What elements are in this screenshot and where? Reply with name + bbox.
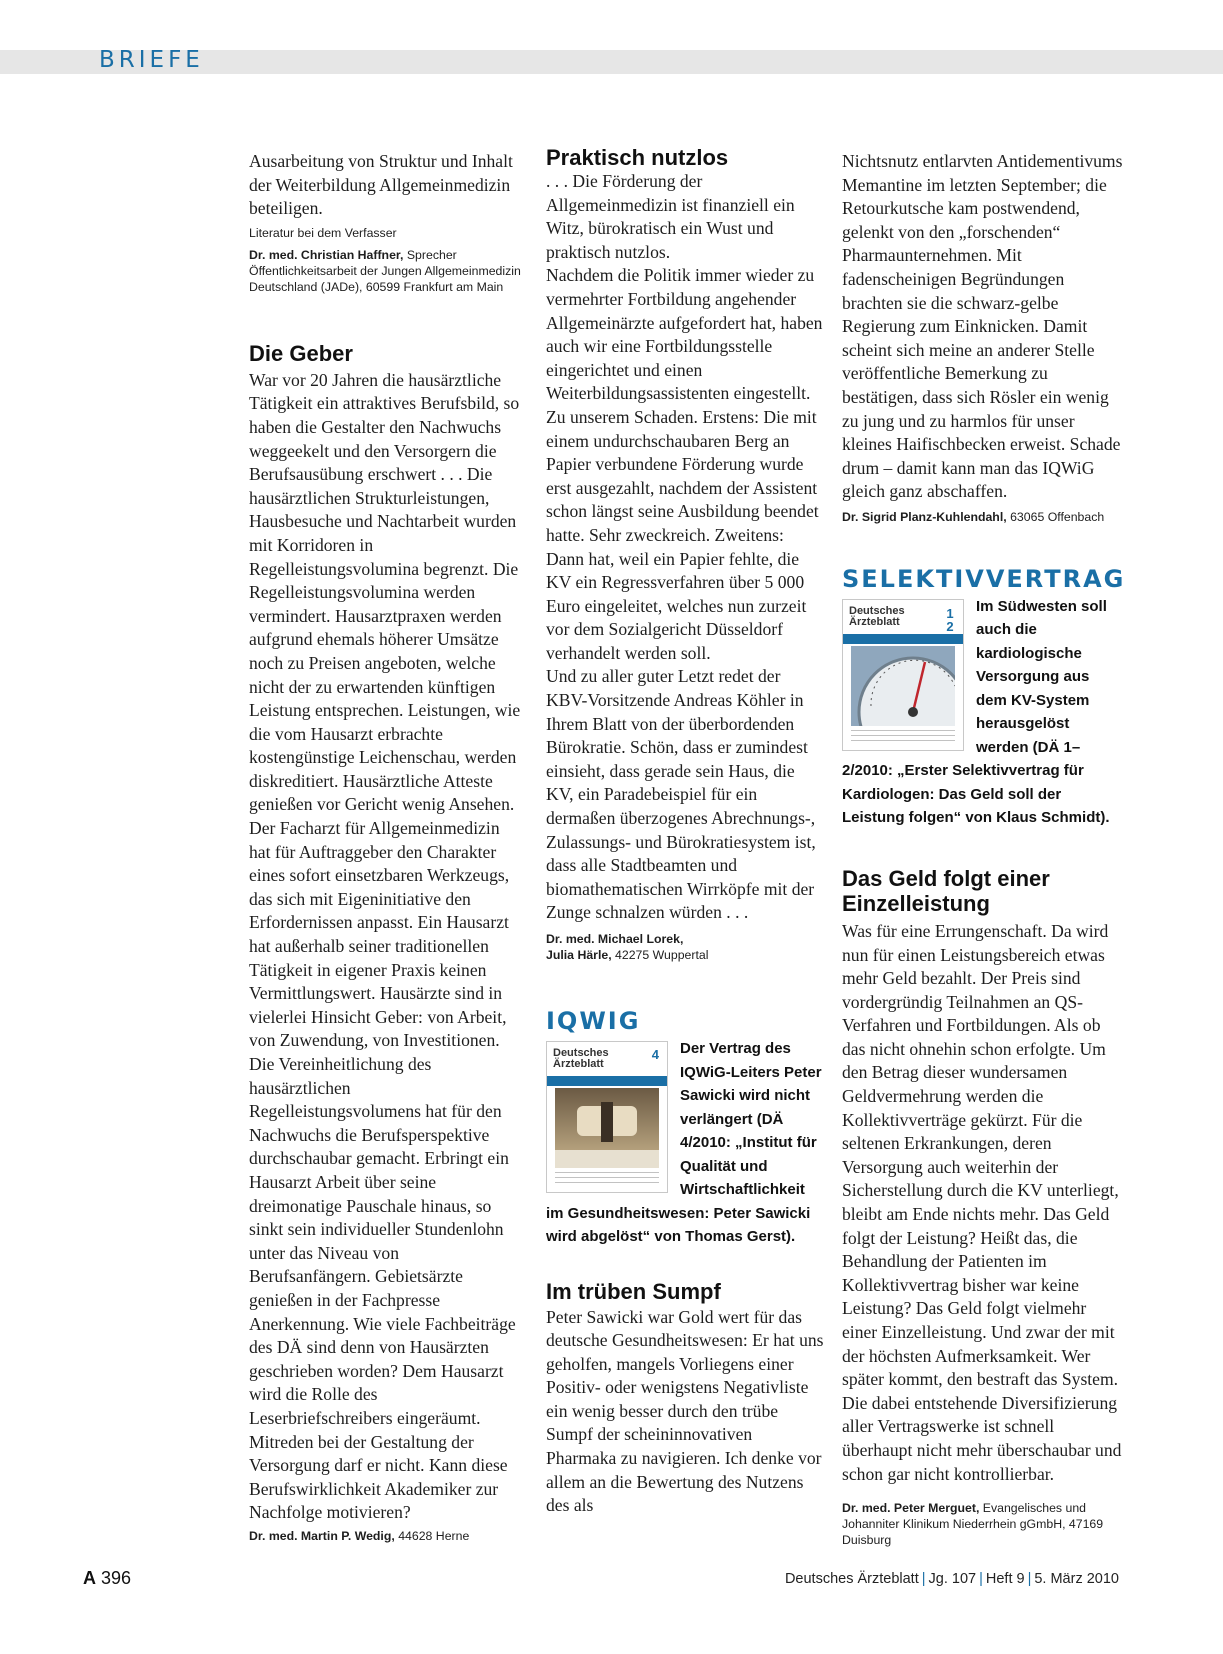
magazine-cover-thumbnail (546, 1041, 668, 1193)
intro-text: Ausarbeitung von Struktur und Inhalt der Weiterbildung Allgemeinmedizin beteiligen. (249, 151, 513, 219)
cover-gauge-photo (851, 646, 955, 726)
cover-masthead: Deutsches Ärzteblatt (849, 604, 905, 628)
reference-block (842, 595, 1124, 830)
volume: Jg. 107 (928, 1571, 977, 1587)
section-kicker: IQWIG (546, 1007, 641, 1035)
article-paragraph: Zu unserem Schaden. Erstens: Die mit einem undurchschaubaren Berg an Papier verbundene Förderung wurde erst ausgezahlt, nachdem der Assistent schon längst seine Ausbildung beendet hatte. Sehr zweckreich. Zweitens: Dann hat, weil ein Papier fehlte, die KV ein Regressverfahren über 5 000 Euro eingeleitet, welches nun zurzeit vor dem Sozialgericht Düsseldorf verhandelt werden soll. (546, 406, 819, 663)
article-heading: Das Geld folgt einer Einzelleistung (842, 865, 1050, 916)
literatur-note: Literatur bei dem Verfasser (249, 225, 397, 240)
section-label: BRIEFE (99, 47, 204, 73)
journal-footer: Deutsches Ärzteblatt | Jg. 107 | Heft 9 | 5. März 2010 (784, 1571, 1119, 1587)
magazine-cover-thumbnail (842, 599, 964, 751)
article-heading: Praktisch nutzlos (546, 145, 729, 170)
reference-text: Der Vertrag des IQWiG-Leiters Peter Sawicki wird nicht verlängert (DÄ 4/2010: „Institut für Qualität und Wirtschaftlichkeit im Gesundheitswesen: Peter Sawicki wird abgelöst“ von Thomas Gerst). (546, 1040, 822, 1245)
article-paragraph: Nichtsnutz entlarvten Antidementivums Memantine im letzten September; die Retourkutsche kam postwendend, gelenkt von den „forschenden“ Pharmaunternehmen. Mit fadenscheinigen Begründungen brachten sie die schwarz-gelbe Regierung zum Einknicken. Damit scheint sich meine an anderer Stelle veröffentliche Bemerkung zu bestätigen, dass sich Rösler ein wenig zu jung und zu harmlos für unser kleines Haifischbecken erweist. Schade drum – damit kann man das IQWiG gleich ganz abschaffen. (842, 151, 1123, 502)
cover-masthead: Deutsches Ärzteblatt (553, 1047, 609, 1070)
article-body: Was für eine Errungenschaft. Da wird nun für einen Leistungsbereich etwas mehr Geld bezahlt. Der Preis sind vordergründig Teilnahmen an QS-Verfahren und Fortbildungen. Als ob das nicht ohnehin schon erfolgte. Um den Betrag dieser wundersamen Geldvermehrung werden die Kollektivverträge gekürzt. Für die seltenen Erkrankungen, deren Versorgung auch weiterhin der Sicherstellung durch die KV unterliegt, bleibt am Ende nichts mehr. Das Geld folgt der Leistung? Heißt das, die Behandlung der Patienten im Kollektivvertrag bisher war keine Leistung? Das Geld folgt vielmehr einer Einzelleistung. Und zwar der mit der höchsten Aufmerksamkeit. Wer später kommt, den bestraft das System. Die dabei entstehende Diversifizierung aller Vertragswerke ist schnell überhaupt nicht mehr überschaubar und schon gar nicht kontrollierbar. (842, 920, 1122, 1484)
cover-issue-number: 4 (651, 1047, 659, 1062)
author-signature: Dr. med. Michael Lorek, Julia Härle, 42275 Wuppertal (546, 932, 709, 962)
article-paragraph: Und zu aller guter Letzt redet der KBV-Vorsitzende Andreas Köhler in Ihrem Blatt von der überbordenden Bürokratie. Schön, dass er zumindest einsieht, dass gerade sein Haus, die KV, ein Paradebeispiel für ein dermaßen überzogenes Abrechnungs-, Zulassungs- und Bürokratiesystem ist, dass alle Stadtbeamten und biomathematischen Wirrköpfe mit der Zunge schnalzen würden . . . (546, 666, 816, 923)
author-signature: Dr. med. Peter Merguet, Evangelisches und Johanniter Klinikum Niederrhein gGmbH, 47169 Duisburg (842, 1501, 1104, 1548)
cover-band (843, 634, 963, 644)
reference-text: Im Südwesten soll auch die kardiologische Versorgung aus dem KV-System herausgelöst werden (DÄ 1–2/2010: „Erster Selektivvertrag für Kardiologen: Das Geld soll der Leistung folgen“ von Klaus Schmidt). (842, 597, 1110, 827)
reference-block (546, 1037, 824, 1249)
column-2 (546, 145, 824, 1518)
cover-issue-number: 1 2 (946, 605, 954, 634)
journal-name: Deutsches Ärzteblatt (784, 1571, 919, 1587)
article-heading: Die Geber (249, 340, 353, 366)
cover-text-lines (555, 1172, 659, 1186)
author-signature: Dr. Sigrid Planz-Kuhlendahl, 63065 Offenbach (842, 509, 1105, 524)
cover-photo (555, 1088, 659, 1168)
article-heading: Im trüben Sumpf (546, 1278, 721, 1304)
issue-date: 5. März 2010 (1034, 1571, 1119, 1587)
column-1 (249, 150, 524, 1544)
article-body: War vor 20 Jahren die hausärztliche Tätigkeit ein attraktives Berufsbild, so haben die Gestalter den Nachwuchs weggeekelt und den Versorgern die Berufsausübung erschwert . . . Die hausärztlichen Strukturleistungen, Hausbesuche und Nachtarbeit wurden mit Korridoren in Regelleistungsvolumina begrenzt. Die Regelleistungsvolumina werden vermindert. Hausarztpraxen werden aufgrund ehemals höherer Umsätze noch zu Preisen angeboten, welche nicht der zu erwartenden künftigen Leistung entsprechen. Leistungen, wie die vom Hausarzt erbrachte kostengünstige Leichenschau, werden diskreditiert. Hausärztliche Atteste genießen vor Gericht wenig Ansehen. Der Facharzt für Allgemeinmedizin hat für Auftraggeber den Charakter eines sofort einsetzbaren Werkzeugs, das sich mit Eigeninitiative den Erfordernissen anpasst. Ein Hausarzt hat außerhalb seiner traditionellen Tätigkeit in eigener Praxis keinen Vermittlungswert. Hausärzte sind in vielerlei Hinsicht Geber: von Arbeit, von Zuwendung, von Investitionen. Die Vereinheitlichung des hausärztlichen Regelleistungsvolumens hat für den Nachwuchs die Berufsperspektive durchschaubar gemacht. Erbringt ein Hausarzt Arbeit über seine dreimonatige Pauschale hinaus, so sinkt sein individueller Stundenlohn unter das Niveau von Berufsanfängern. Gebietsärzte genießen in der Fachpresse Anerkennung. Wie viele Fachbeiträge des DÄ sind denn von Hausärzten geschrieben worden? Dem Hausarzt wird die Rolle des Leserbriefschreibers eingeräumt. Mitreden bei der Gestaltung der Versorgung darf er nicht. Kann diese Berufswirklichkeit Akademiker zur Nachfolge motivieren? (249, 369, 521, 1523)
column-3 (842, 150, 1124, 1548)
article-paragraph: Nachdem die Politik immer wieder zu vermehrter Fortbildung angehender Allgemeinärzte aufgefordert hat, haben auch wir eine Fortbildungsstelle eingerichtet und einen Weiterbildungsassistenten eingestellt. (546, 265, 823, 404)
article-paragraph: . . . Die Förderung der Allgemeinmedizin ist finanziell ein Witz, bürokratisch ein Wust und praktisch nutzlos. (546, 171, 795, 262)
article-paragraph: Peter Sawicki war Gold wert für das deutsche Gesundheitswesen: Er hat uns geholfen, mangels Vorliegens einer Positiv- oder wenigstens Negativliste ein wenig besser durch den trübe Sumpf der scheininnovativen Pharmaka zu navigieren. Ich denke vor allem an die Bewertung des Nutzens des als (546, 1306, 824, 1516)
author-signature: Dr. med. Christian Haffner, Sprecher Öffentlichkeitsarbeit der Jungen Allgemeinmedizin Deutschland (JADe), 60599 Frankfurt am Main (249, 247, 521, 294)
section-kicker: SELEKTIVVERTRAG (842, 564, 1126, 593)
issue: Heft 9 (985, 1571, 1025, 1587)
cover-band (547, 1076, 667, 1086)
author-signature: Dr. med. Martin P. Wedig, 44628 Herne (249, 1528, 470, 1543)
page-number: A 396 (83, 1568, 132, 1588)
cover-text-lines (851, 730, 955, 744)
